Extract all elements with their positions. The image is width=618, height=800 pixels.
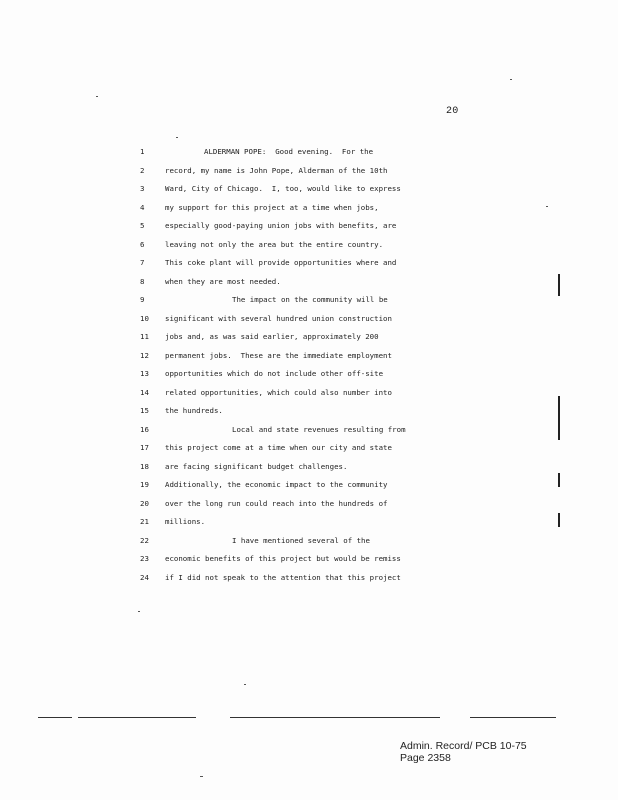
transcript-line — [140, 495, 440, 514]
line-number: 2 — [140, 165, 145, 175]
scan-speck — [244, 684, 246, 685]
margin-mark — [558, 396, 560, 440]
admin-record-stamp — [400, 740, 527, 764]
transcript-line — [140, 476, 440, 495]
line-number: 15 — [140, 406, 149, 415]
line-text: ALDERMAN POPE: Good evening. For the — [204, 147, 374, 156]
line-number: 24 — [140, 572, 149, 582]
line-number: 22 — [140, 535, 149, 545]
transcript-line — [140, 162, 440, 181]
scan-speck — [200, 776, 203, 777]
transcript-line — [140, 513, 440, 532]
line-text: economic benefits of this project but would be remiss — [165, 554, 401, 563]
line-number: 20 — [140, 498, 149, 508]
scan-rule — [230, 717, 440, 718]
transcript-line — [140, 439, 440, 458]
line-text: over the long run could reach into the hundreds of — [165, 498, 388, 508]
line-text: if I did not speak to the attention that this project — [165, 572, 401, 582]
scan-rule — [38, 717, 72, 718]
transcript-line — [140, 347, 440, 366]
line-text: Additionally, the economic impact to the community — [165, 480, 388, 489]
line-number: 11 — [140, 332, 149, 341]
line-text: jobs and, as was said earlier, approximately 200 — [165, 332, 379, 341]
line-text: related opportunities, which could also number into — [165, 387, 392, 397]
line-text: significant with several hundred union construction — [165, 313, 392, 323]
line-text: Ward, City of Chicago. I, too, would like to express — [165, 184, 401, 193]
margin-mark — [558, 473, 560, 487]
transcript-body — [140, 143, 440, 587]
line-number: 17 — [140, 443, 149, 452]
line-number: 12 — [140, 350, 149, 360]
line-number: 9 — [140, 295, 145, 304]
line-text: millions. — [165, 517, 206, 526]
line-text: my support for this project at a time when jobs, — [165, 202, 379, 212]
line-number: 7 — [140, 258, 145, 267]
line-number: 6 — [140, 239, 145, 249]
line-number: 13 — [140, 369, 149, 378]
transcript-line — [140, 180, 440, 199]
transcript-line — [140, 384, 440, 403]
line-number: 1 — [140, 147, 145, 156]
transcript-line — [140, 402, 440, 421]
transcript-line — [140, 532, 440, 551]
line-text: record, my name is John Pope, Alderman of the 10th — [165, 165, 388, 175]
line-text: the hundreds. — [165, 406, 223, 415]
scan-speck — [546, 206, 548, 207]
line-text: opportunities which do not include other off-site — [165, 369, 384, 378]
line-number: 21 — [140, 517, 149, 526]
scan-speck — [510, 79, 512, 80]
margin-mark — [558, 513, 560, 527]
line-number: 4 — [140, 202, 145, 212]
line-text: This coke plant will provide opportunities where and — [165, 258, 397, 267]
scan-rule — [78, 717, 196, 718]
transcript-line — [140, 291, 440, 310]
line-text: this project come at a time when our city and state — [165, 443, 392, 452]
line-text: Local and state revenues resulting from — [232, 424, 406, 434]
line-number: 10 — [140, 313, 149, 323]
line-text: The impact on the community will be — [232, 295, 388, 304]
line-number: 5 — [140, 221, 145, 230]
line-text: I have mentioned several of the — [232, 535, 370, 545]
line-text: leaving not only the area but the entire country. — [165, 239, 384, 249]
line-number: 19 — [140, 480, 149, 489]
transcript-line — [140, 310, 440, 329]
transcript-line — [140, 273, 440, 292]
transcript-line — [140, 458, 440, 477]
scan-speck — [96, 96, 98, 97]
admin-record-page: Page 2358 — [400, 752, 451, 764]
transcript-line — [140, 236, 440, 255]
transcript-line — [140, 421, 440, 440]
line-number: 3 — [140, 184, 145, 193]
transcript-line — [140, 328, 440, 347]
transcript-line — [140, 569, 440, 588]
line-text: when they are most needed. — [165, 276, 281, 286]
transcript-line — [140, 199, 440, 218]
transcript-line — [140, 143, 440, 162]
transcript-line — [140, 217, 440, 236]
line-number: 23 — [140, 554, 149, 563]
line-text: permanent jobs. These are the immediate employment — [165, 350, 392, 360]
line-text: are facing significant budget challenges. — [165, 461, 348, 471]
admin-record-label: Admin. Record/ PCB 10-75 — [400, 740, 527, 752]
line-number: 8 — [140, 276, 145, 286]
scan-rule — [470, 717, 556, 718]
scan-speck — [138, 611, 140, 612]
transcript-line — [140, 550, 440, 569]
line-number: 16 — [140, 424, 149, 434]
line-text: especially good-paying union jobs with benefits, are — [165, 221, 397, 230]
line-number: 18 — [140, 461, 149, 471]
scan-speck — [176, 137, 178, 138]
line-number: 14 — [140, 387, 149, 397]
transcript-line — [140, 365, 440, 384]
transcript-line — [140, 254, 440, 273]
margin-mark — [558, 274, 560, 296]
page-number: 20 — [446, 106, 459, 117]
